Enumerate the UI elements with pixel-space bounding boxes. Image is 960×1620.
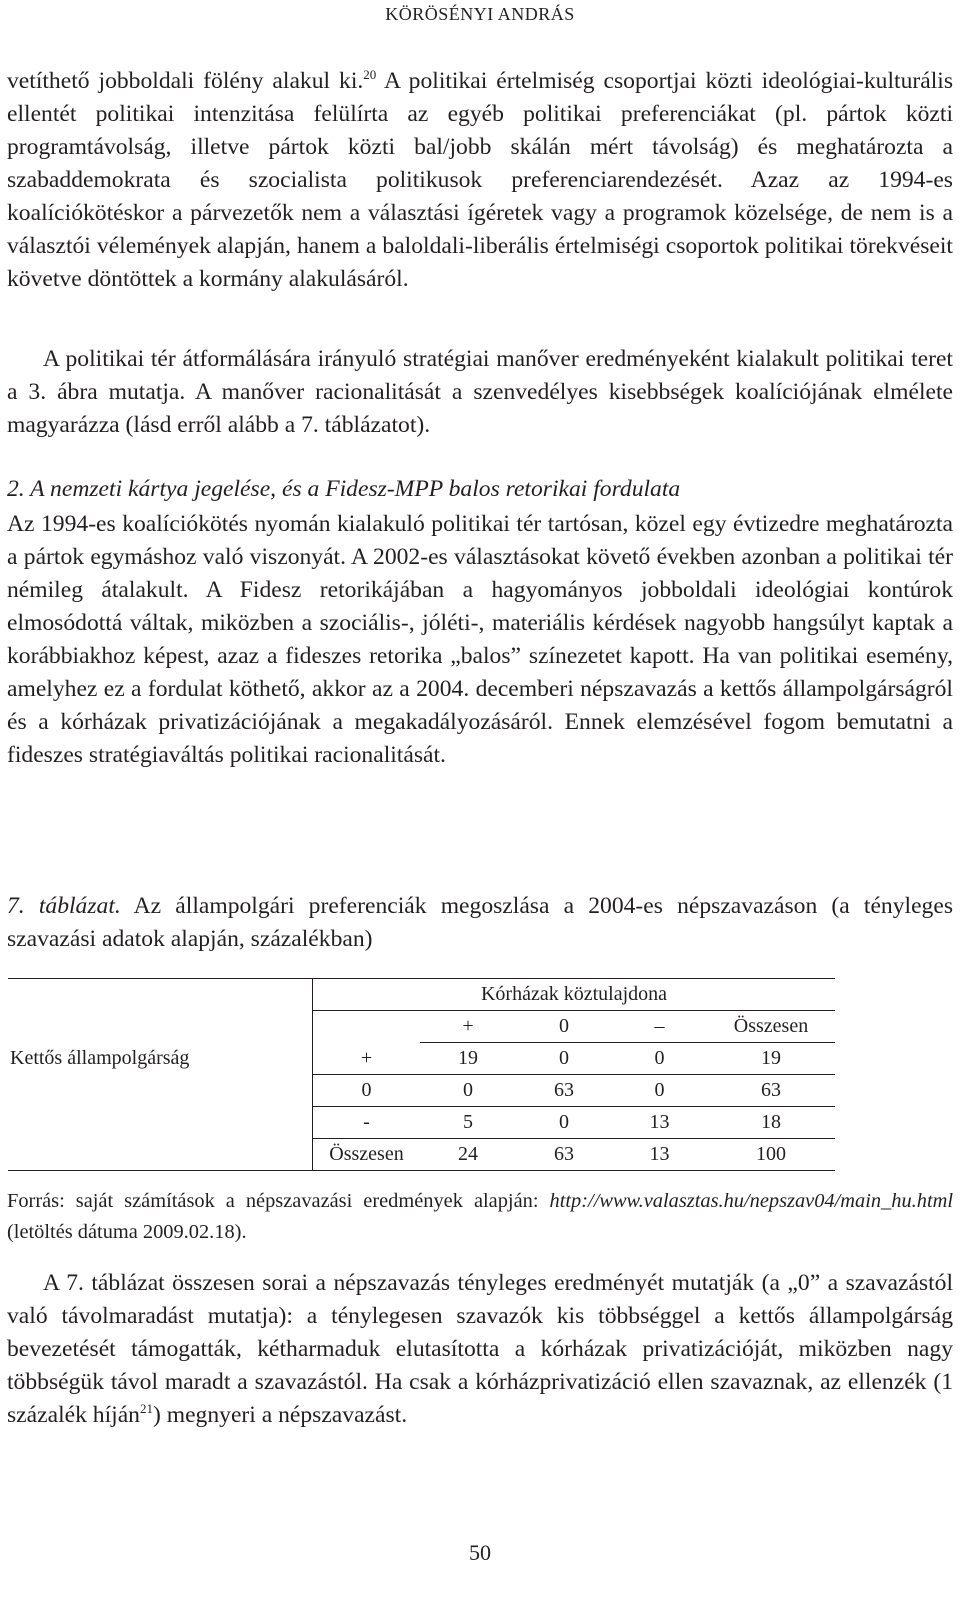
para4-text-a: A 7. táblázat összesen sorai a népszavazás tényleges eredményét mutatják (a „0” a szavazástól való távolmaradást mutatja): a ténylegesen szavazók kis többséggel a kettős állampolgárság bevezetését támogatták, kétharmaduk elutasította a kórházak privatizációját, miközben nagy többségük távol maradt a szavazástól. Ha csak a kórházprivatizáció ellen szavaznak, az ellenzék (1 százalék híján	[7, 1270, 953, 1428]
col-header: +	[420, 1011, 516, 1043]
footnote-ref-21[interactable]: 21	[139, 1401, 153, 1417]
footnote-ref-20[interactable]: 20	[363, 67, 377, 83]
table-cell: 5	[420, 1107, 516, 1139]
table-cell: 63	[516, 1075, 612, 1107]
source-prefix: Forrás: saját számítások a népszavazási eredmények alapján:	[7, 1190, 550, 1212]
table-cell: 100	[707, 1139, 835, 1171]
running-head: KÖRÖSÉNYI ANDRÁS	[385, 4, 575, 24]
body-paragraph-3: Az 1994-es koalíciókötés nyomán kialakuló politikai tér tartósan, közel egy évtizedre meghatározta a pártok egymáshoz való viszonyát. A 2002-es választásokat követő években azonban a politikai tér némileg átalakult. A Fidesz retorikájában a hagyományos jobboldali ideológiai kontúrok elmosódottá váltak, miközben a szociális-, jóléti-, materiális kérdések nagyobb hangsúlyt kaptak a korábbiakhoz képest, azaz a fideszes retorika „balos” színezetet kapott. Ha van politikai esemény, amelyhez ez a fordulat köthető, akkor az a 2004. decemberi népszavazás a kettős állampolgárságról és a kórházak privatizációjának a megakadályozásáról. Ennek elemzésével fogom bemutatni a fideszes stratégiaváltás politikai racionalitását.	[7, 511, 953, 768]
table-source-note	[7, 1186, 953, 1248]
table-spacer	[8, 1107, 313, 1139]
row-group-header: Kettős állampolgárság	[8, 1043, 313, 1075]
table-corner	[313, 1011, 421, 1043]
table-cell: 18	[707, 1107, 835, 1139]
table-caption-label: 7. táblázat.	[7, 893, 121, 919]
row-label: Összesen	[313, 1139, 421, 1171]
row-label: +	[313, 1043, 421, 1075]
table-cell: 0	[516, 1107, 612, 1139]
table-cell: 24	[420, 1139, 516, 1171]
body-paragraph-2: A politikai tér átformálására irányuló stratégiai manőver eredményeként kialakult politikai teret a 3. ábra mutatja. A manőver racionalitását a szenvedélyes kisebbségek koalíciójának elmélete magyarázza (lásd erről alább a 7. táblázatot).	[7, 346, 953, 438]
para4-text-b: ) megnyeri a népszavazást.	[152, 1402, 408, 1428]
col-header: 0	[516, 1011, 612, 1043]
page-number: 50	[469, 1540, 491, 1565]
table-cell: 63	[516, 1139, 612, 1171]
table-corner	[8, 1011, 313, 1043]
table-cell: 63	[707, 1075, 835, 1107]
table-header-row-1	[8, 979, 835, 1011]
table-cell: 0	[420, 1075, 516, 1107]
para1-text-b: A politikai értelmiség csoportjai közti ideológiai-kulturális ellentét politikai intenzitása felülírta az egyéb politikai preferenciákat (pl. pártok közti programtávolság, illetve pártok közti bal/jobb skálán mért távolság) és meghatározta a szabaddemokrata és szocialista politikusok preferenciarendezését. Azaz az 1994-es koalíciókötéskor a párvezetők nem a választási ígéretek vagy a programok közelsége, de nem is a választói vélemények alapján, hanem a baloldali-liberális értelmiségi csoportok politikai törekvéseit követve döntöttek a kormány alakulásáról.	[7, 68, 954, 292]
table-cell: 13	[612, 1139, 707, 1171]
table-cell: 0	[612, 1075, 707, 1107]
table-cell: 13	[612, 1107, 707, 1139]
body-paragraph-4	[7, 1267, 953, 1432]
col-group-header: Kórházak köztulajdona	[313, 979, 836, 1011]
col-header: Összesen	[707, 1011, 835, 1043]
table-cell: 19	[707, 1043, 835, 1075]
col-header: –	[612, 1011, 707, 1043]
table-spacer	[8, 1139, 313, 1171]
table-header-row-2	[8, 1011, 835, 1043]
table-row	[8, 1043, 835, 1075]
table-row-total	[8, 1139, 835, 1171]
source-url-link[interactable]: http://www.valasztas.hu/nepszav04/main_hu.html	[549, 1190, 953, 1212]
row-label: 0	[313, 1075, 421, 1107]
table-caption-text: Az állampolgári preferenciák megoszlása a 2004-es népszavazáson (a tényleges szavazási adatok alapján, százalékban)	[7, 893, 953, 952]
table-cell: 0	[612, 1043, 707, 1075]
para1-text-a: vetíthető jobboldali fölény alakul ki.	[7, 68, 364, 94]
table-cell: 0	[516, 1043, 612, 1075]
body-paragraph-1	[7, 65, 953, 296]
table-spacer	[8, 1075, 313, 1107]
table-corner	[8, 979, 313, 1011]
table-row	[8, 1107, 835, 1139]
table-row	[8, 1075, 835, 1107]
table-cell: 19	[420, 1043, 516, 1075]
row-label: -	[313, 1107, 421, 1139]
source-suffix: (letöltés dátuma 2009.02.18).	[7, 1221, 247, 1243]
data-table	[8, 978, 835, 1171]
section-heading: 2. A nemzeti kártya jegelése, és a Fidesz-MPP balos retorikai fordulata	[7, 476, 681, 502]
table-caption	[7, 890, 953, 956]
